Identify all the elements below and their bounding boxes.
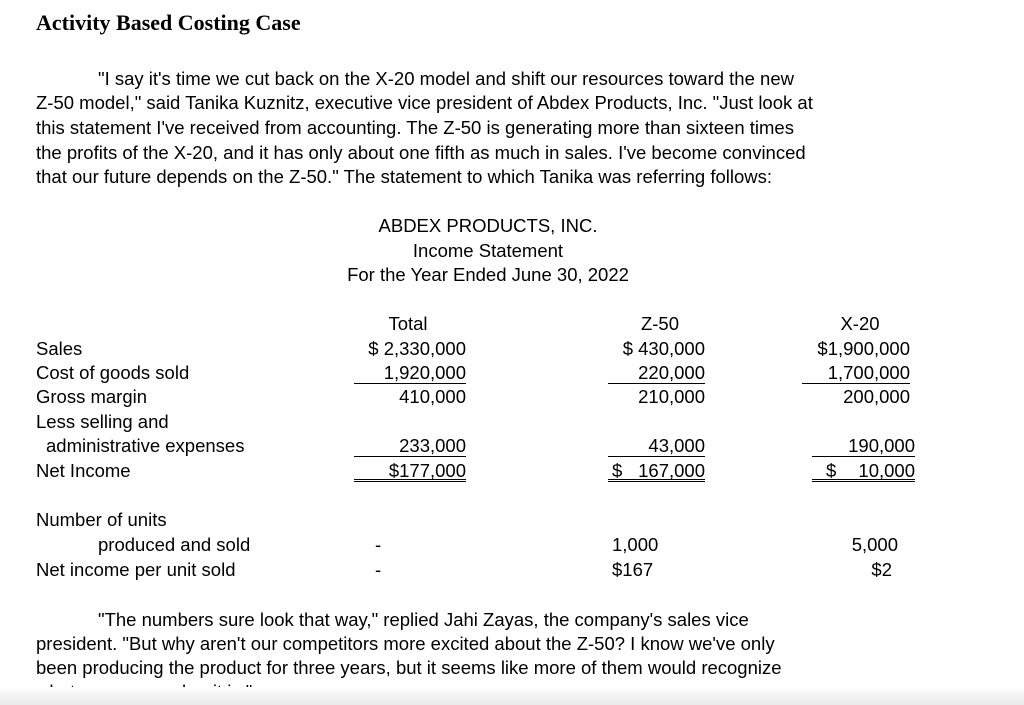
column-header-total: Total	[388, 313, 428, 334]
cell-sga-z50: 43,000	[648, 435, 705, 456]
intro-line-1: "I say it's time we cut back on the X-20 model and shift our resources toward the new	[98, 68, 794, 89]
cell-gross-total: 410,000	[399, 386, 466, 407]
cell-per-unit-x20: $2	[871, 559, 892, 580]
cell-per-unit-z50: $167	[612, 559, 654, 580]
column-header-z50: Z-50	[640, 313, 680, 334]
intro-line-3: this statement I've received from accounting. The Z-50 is generating more than sixteen times	[36, 117, 794, 138]
row-label-units-2: produced and sold	[98, 534, 251, 555]
cell-net-total: $177,000	[388, 460, 466, 481]
row-label-sga-1: Less selling and	[36, 411, 169, 432]
cell-gross-x20: 200,000	[843, 386, 910, 407]
cell-cogs-x20: 1,700,000	[827, 362, 910, 383]
rule-cogs-z50	[608, 383, 705, 384]
cell-gross-z50: 210,000	[638, 386, 705, 407]
cell-per-unit-total: -	[375, 559, 382, 580]
cell-net-x20: 10,000	[858, 460, 915, 481]
cell-units-z50: 1,000	[612, 534, 659, 555]
row-label-units-1: Number of units	[36, 509, 167, 530]
column-header-x20: X-20	[840, 313, 880, 334]
statement-name: Income Statement	[412, 240, 564, 261]
cell-net-x20-sign: $	[826, 460, 837, 481]
cell-sales-total: $ 2,330,000	[368, 338, 466, 359]
closing-line-3: been producing the product for three years, but it seems like more of them would recognize	[36, 657, 782, 678]
cell-sga-total: 233,000	[399, 435, 466, 456]
cell-net-z50: 167,000	[638, 460, 705, 481]
rule-sga-total	[354, 456, 466, 457]
rule-cogs-x20	[802, 383, 910, 384]
row-label-cogs: Cost of goods sold	[36, 362, 190, 383]
intro-line-4: the profits of the X-20, and it has only about one fifth as much in sales. I've become convinced	[36, 142, 806, 163]
cell-cogs-total: 1,920,000	[383, 362, 466, 383]
row-label-sales: Sales	[36, 338, 83, 359]
intro-line-2: Z-50 model," said Tanika Kuznitz, executive vice president of Abdex Products, Inc. "Just look at	[36, 92, 813, 113]
cell-net-z50-sign: $	[612, 460, 623, 481]
double-rule-net-total	[354, 479, 466, 482]
row-label-gross-margin: Gross margin	[36, 386, 148, 407]
row-label-sga-2: administrative expenses	[46, 435, 245, 456]
statement-period: For the Year Ended June 30, 2022	[347, 264, 629, 285]
double-rule-net-z50	[608, 479, 705, 482]
page-title: Activity Based Costing Case	[36, 10, 301, 35]
double-rule-net-x20	[812, 479, 915, 482]
closing-line-2: president. "But why aren't our competitors more excited about the Z-50? I know we've only	[36, 633, 775, 654]
cell-units-x20: 5,000	[851, 534, 898, 555]
rule-sga-z50	[608, 456, 705, 457]
cell-sga-x20: 190,000	[848, 435, 915, 456]
bottom-edge-shadow	[0, 687, 1024, 705]
cell-cogs-z50: 220,000	[638, 362, 705, 383]
intro-line-5: that our future depends on the Z-50." The statement to which Tanika was referring follows:	[36, 166, 773, 187]
cell-units-total: -	[375, 534, 382, 555]
cell-sales-z50: $ 430,000	[622, 338, 705, 359]
rule-cogs-total	[354, 383, 466, 384]
row-label-net-income: Net Income	[36, 460, 131, 481]
row-label-per-unit: Net income per unit sold	[36, 559, 236, 580]
closing-line-1: "The numbers sure look that way," replied Jahi Zayas, the company's sales vice	[98, 609, 749, 630]
rule-sga-x20	[812, 456, 915, 457]
cell-sales-x20: $1,900,000	[817, 338, 910, 359]
statement-company: ABDEX PRODUCTS, INC.	[378, 215, 598, 236]
